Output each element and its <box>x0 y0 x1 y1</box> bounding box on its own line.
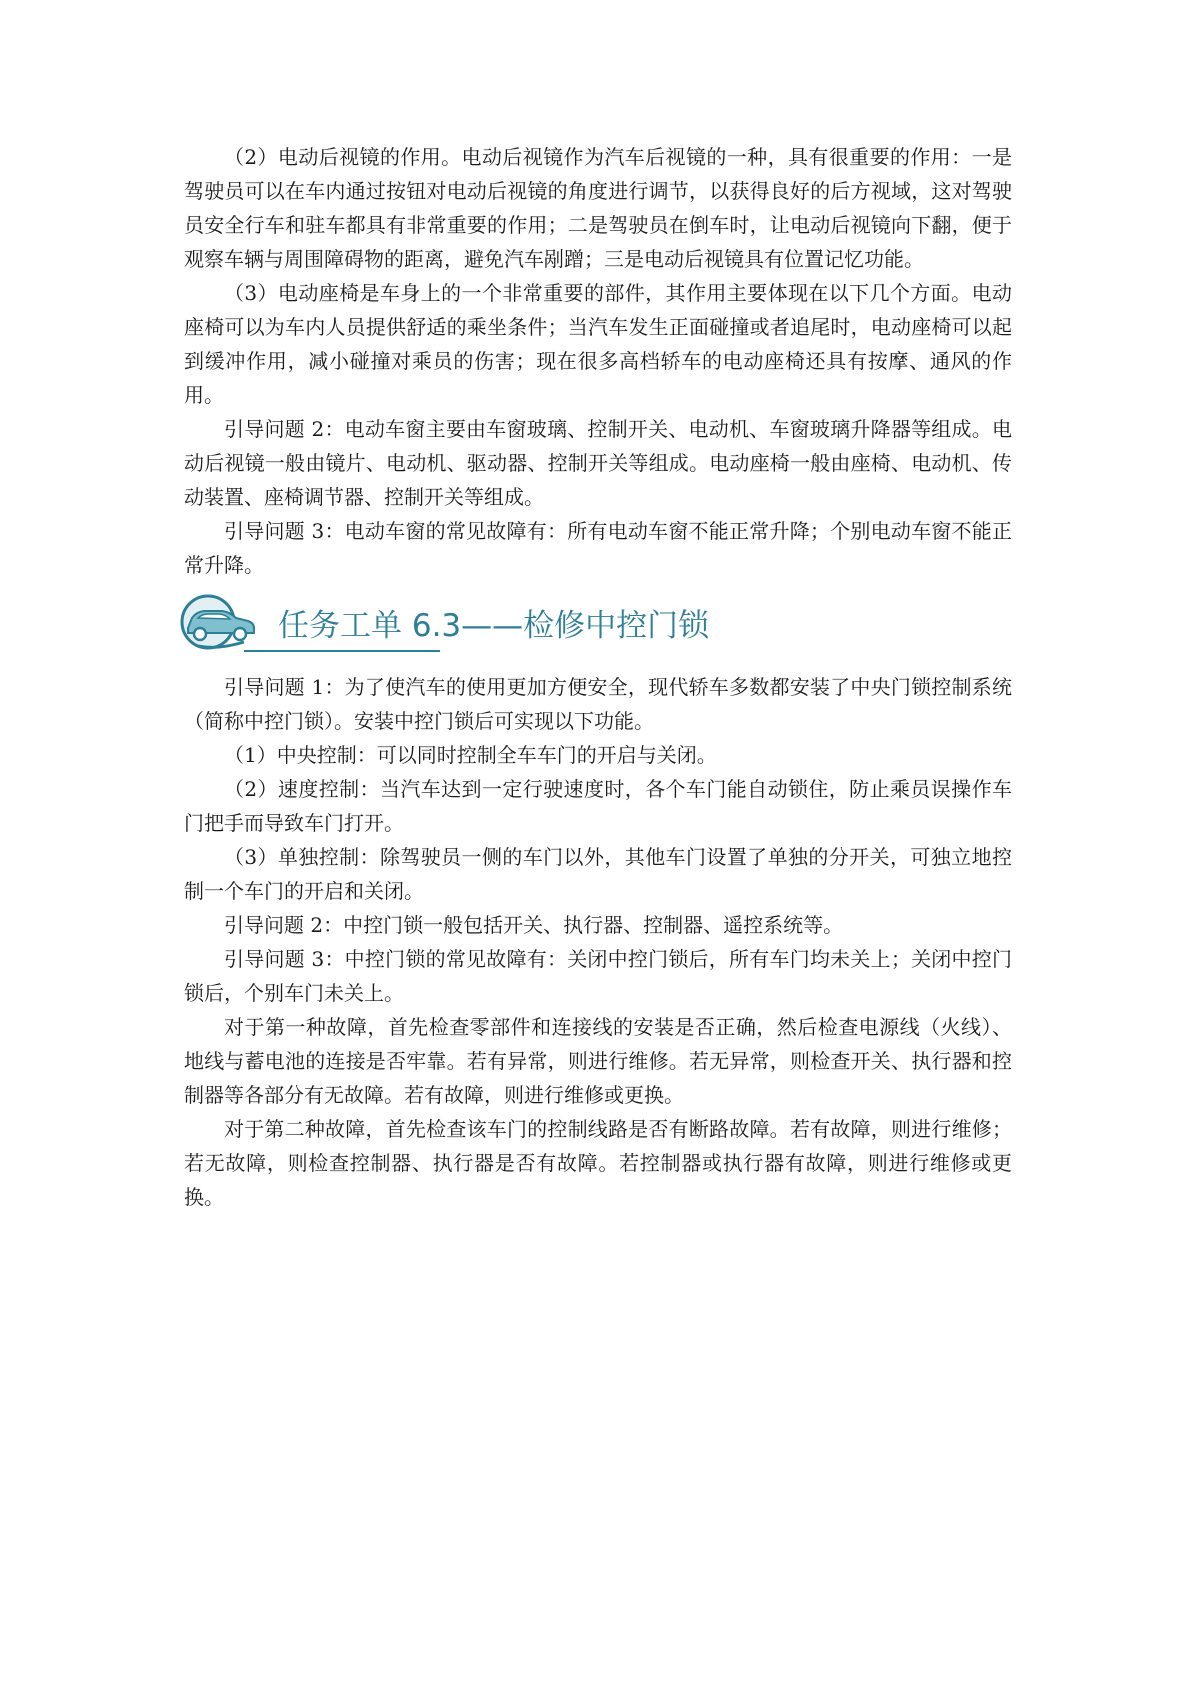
paragraph: 引导问题 3：电动车窗的常见故障有：所有电动车窗不能正常升降；个别电动车窗不能正常升降。 <box>184 519 1012 577</box>
paragraph: （3）电动座椅是车身上的一个非常重要的部件，其作用主要体现在以下几个方面。电动座椅可以为车内人员提供舒适的乘坐条件；当汽车发生正面碰撞或者追尾时，电动座椅可以起到缓冲作用，减小碰撞对乘员的伤害；现在很多高档轿车的电动座椅还具有按摩、通风的作用。 <box>184 281 1012 407</box>
paragraph: 引导问题 3：中控门锁的常见故障有：关闭中控门锁后，所有车门均未关上；关闭中控门锁后，个别车门未关上。 <box>184 947 1012 1005</box>
paragraph: （2）速度控制：当汽车达到一定行驶速度时，各个车门能自动锁住，防止乘员误操作车门把手而导致车门打开。 <box>184 777 1012 835</box>
paragraph: （2）电动后视镜的作用。电动后视镜作为汽车后视镜的一种，具有很重要的作用：一是驾驶员可以在车内通过按钮对电动后视镜的角度进行调节，以获得良好的后方视域，这对驾驶员安全行车和驻车都具有非常重要的作用；二是驾驶员在倒车时，让电动后视镜向下翻，便于观察车辆与周围障碍物的距离，避免汽车剐蹭；三是电动后视镜具有位置记忆功能。 <box>184 145 1012 271</box>
paragraph: 引导问题 1：为了使汽车的使用更加方便安全，现代轿车多数都安装了中央门锁控制系统（简称中控门锁）。安装中控门锁后可实现以下功能。 <box>184 675 1012 733</box>
section-heading <box>184 584 1012 666</box>
paragraph: （1）中央控制：可以同时控制全车车门的开启与关闭。 <box>224 743 717 767</box>
section-title: 任务工单 6.3——检修中控门锁 <box>278 608 710 644</box>
paragraph: 对于第一种故障，首先检查零部件和连接线的安装是否正确，然后检查电源线（火线）、地线与蓄电池的连接是否牢靠。若有异常，则进行维修。若无异常，则检查开关、执行器和控制器等各部分有无故障。若有故障，则进行维修或更换。 <box>184 1015 1012 1107</box>
car-badge-icon <box>178 586 258 658</box>
heading-underline <box>244 650 440 652</box>
paragraph: 引导问题 2：中控门锁一般包括开关、执行器、控制器、遥控系统等。 <box>224 913 844 937</box>
paragraph: 对于第二种故障，首先检查该车门的控制线路是否有断路故障。若有故障，则进行维修；若无故障，则检查控制器、执行器是否有故障。若控制器或执行器有故障，则进行维修或更换。 <box>184 1117 1012 1209</box>
document-page <box>184 140 1012 1214</box>
paragraph: （3）单独控制：除驾驶员一侧的车门以外，其他车门设置了单独的分开关，可独立地控制一个车门的开启和关闭。 <box>184 845 1012 903</box>
paragraph: 引导问题 2：电动车窗主要由车窗玻璃、控制开关、电动机、车窗玻璃升降器等组成。电动后视镜一般由镜片、电动机、驱动器、控制开关等组成。电动座椅一般由座椅、电动机、传动装置、座椅调节器、控制开关等组成。 <box>184 417 1012 509</box>
